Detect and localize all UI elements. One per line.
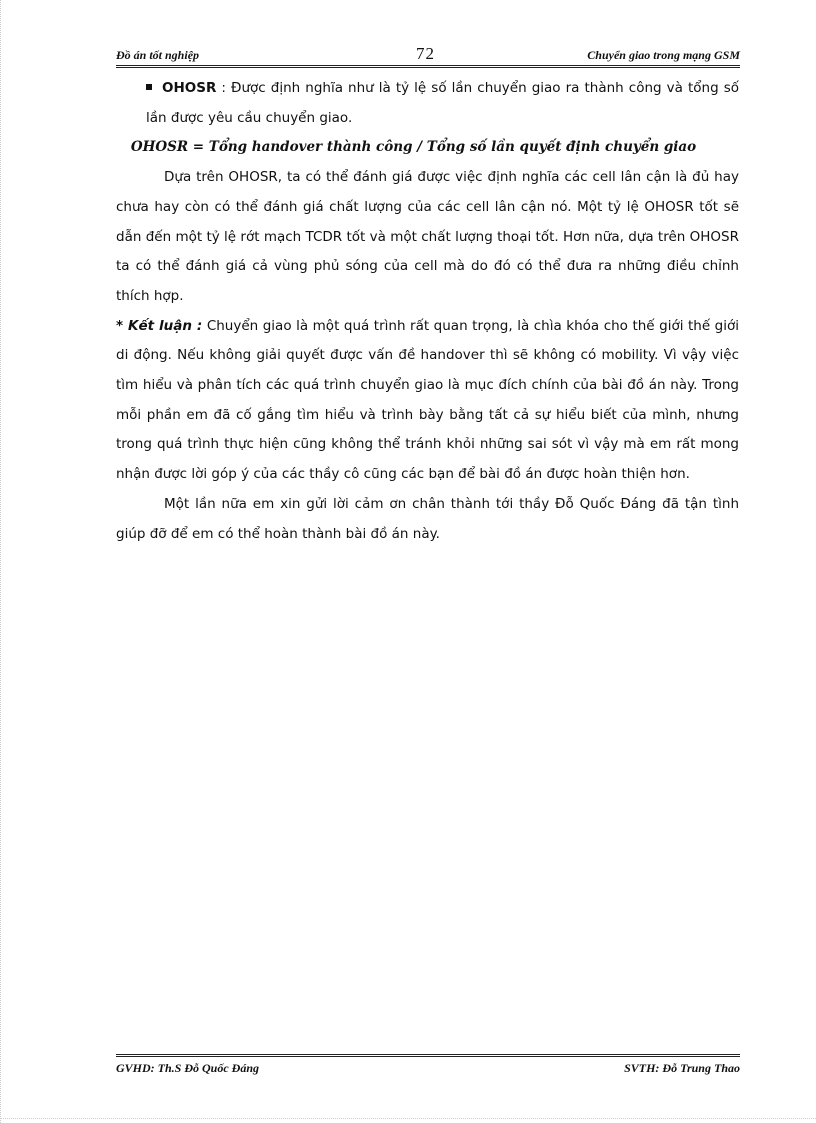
conclusion-text: Chuyển giao là một quá trình rất quan trọng, là chìa khóa cho thế giới thế giới di động. Nếu không giải quyết được vấn đề handover thì sẽ không có mobility. Vì vậy việc tìm hiểu và phân tích các quá trình chuyển giao là mục đích chính của bài đồ án này. Trong mỗi phần em đã cố gắng tìm hiểu và trình bày bằng tất cả sự hiểu biết của mình, nhưng trong quá trình thực hiện cũng không thể tránh khỏi những sai sót vì vậy mà em rất mong nhận được lời góp ý của các thầy cô cũng các bạn để bài đồ án được hoàn thiện hơn. — [116, 317, 739, 483]
page-header — [116, 44, 740, 66]
page-footer — [116, 1061, 740, 1079]
paragraph: Dựa trên OHOSR, ta có thể đánh giá được việc định nghĩa các cell lân cận là đủ hay chưa hay còn có thể đánh giá chất lượng của các cell lân cận nó. Một tỷ lệ OHOSR tốt sẽ dẫn đến một tỷ lệ rớt mạch TCDR tốt và một chất lượng thoại tốt. Hơn nữa, dựa trên OHOSR ta có thể đánh giá cả vùng phủ sóng của cell mà do đó có thể đưa ra những điều chỉnh thích hợp. — [116, 169, 739, 304]
header-doc-type: Đồ án tốt nghiệp — [116, 48, 200, 62]
bullet-term: OHOSR — [162, 80, 217, 96]
square-bullet-icon — [146, 84, 152, 90]
header-rule — [116, 65, 740, 70]
bullet-definition: : Được định nghĩa như là tỷ lệ số lần chuyển giao ra thành công và tổng số lần được yêu cầu chuyển giao. — [146, 80, 739, 126]
page-bottom-edge — [0, 1118, 816, 1119]
footer-supervisor: GVHD: Th.S Đỗ Quốc Đáng — [116, 1061, 260, 1075]
page-body — [116, 74, 739, 549]
header-chapter-title: Chuyển giao trong mạng GSM — [587, 48, 740, 62]
page-number: 72 — [416, 44, 435, 63]
formula: OHOSR = Tổng handover thành công / Tổng số lần quyết định chuyển giao — [130, 139, 697, 156]
footer-student: SVTH: Đỗ Trung Thao — [624, 1061, 740, 1075]
conclusion-paragraph — [116, 312, 739, 490]
footer-rule — [116, 1054, 740, 1059]
conclusion-label: * Kết luận : — [116, 317, 203, 334]
acknowledgement-paragraph: Một lần nữa em xin gửi lời cảm ơn chân thành tới thầy Đỗ Quốc Đáng đã tận tình giúp đỡ để em có thể hoàn thành bài đồ án này. — [116, 495, 739, 542]
bullet-paragraph — [116, 74, 739, 133]
